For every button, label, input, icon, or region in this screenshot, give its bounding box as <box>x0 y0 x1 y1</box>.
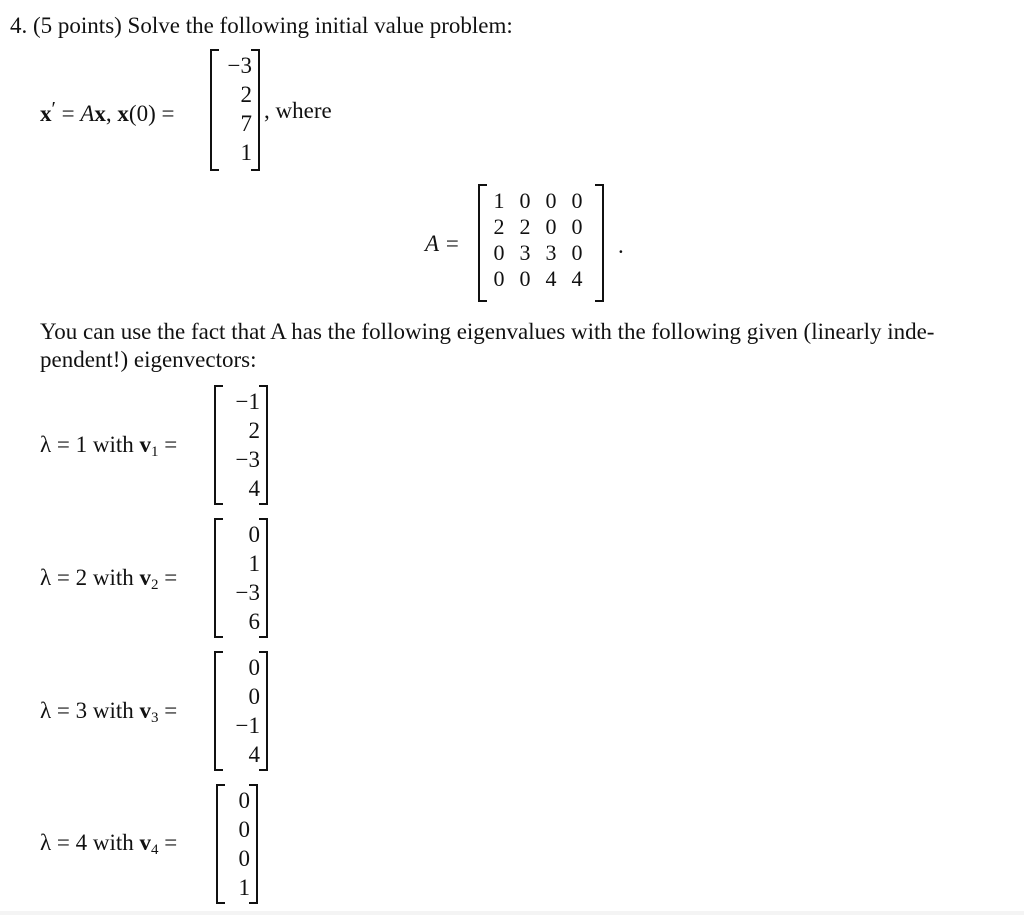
vector-entry: 1 <box>240 140 252 165</box>
ode-x-rhs: x <box>94 101 106 126</box>
eigenvector-symbol: v <box>139 432 152 457</box>
matrix-entry: 0 <box>493 266 505 291</box>
eigenpair-3-label <box>40 697 177 725</box>
vector-entry: −1 <box>235 713 260 738</box>
vector-entry: 0 <box>238 817 250 842</box>
ic-argument: (0) = <box>128 101 175 126</box>
ode-prime: ′ <box>51 98 56 120</box>
eigenvalue-text: λ = 3 with <box>40 698 140 723</box>
matrix-entry: 0 <box>493 240 505 265</box>
equals-sign: = <box>158 432 178 457</box>
matrix-a-label-text: A = <box>425 231 460 256</box>
matrix-entry: 4 <box>571 266 583 291</box>
equals-sign: = <box>158 698 178 723</box>
matrix-entry: 0 <box>519 266 531 291</box>
vector-entry: −3 <box>227 53 252 78</box>
vector-entry: 0 <box>248 655 260 680</box>
eigenvector-subscript: 1 <box>151 444 159 460</box>
where-text: , where <box>264 98 332 123</box>
equals-sign: = <box>158 565 178 590</box>
eigen-intro-line-2: pendent!) eigenvectors: <box>40 347 257 372</box>
matrix-entry: 3 <box>545 240 557 265</box>
vector-entry: 1 <box>248 551 260 576</box>
matrix-row <box>486 266 598 292</box>
eigenvector-symbol: v <box>139 565 152 590</box>
eigenvalue-text: λ = 2 with <box>40 565 140 590</box>
eigen-intro-line-1: You can use the fact that A has the following eigenvalues with the following given (linearly inde- <box>40 319 935 344</box>
matrix-entry: 0 <box>571 214 583 239</box>
vector-entry: −1 <box>235 389 260 414</box>
eigenvector-subscript: 3 <box>151 710 159 726</box>
eigenvector-2 <box>214 518 268 638</box>
vector-entry: −3 <box>235 447 260 472</box>
eigenvector-1 <box>214 385 268 505</box>
ode-equals: = <box>55 101 81 126</box>
eigenvector-symbol: v <box>139 698 152 723</box>
eigenvector-subscript: 2 <box>151 577 159 593</box>
ode-x-symbol: x <box>40 101 52 126</box>
matrix-entry: 0 <box>571 188 583 213</box>
eigenvector-symbol: v <box>139 830 152 855</box>
vector-entry: 4 <box>248 742 260 767</box>
matrix-row <box>486 188 598 214</box>
eigenpair-1-label <box>40 431 177 459</box>
vector-entry: 1 <box>238 875 250 900</box>
matrix-entry: 0 <box>545 214 557 239</box>
matrix-row <box>486 214 598 240</box>
eigenpair-2-label <box>40 564 177 592</box>
vector-entry: 0 <box>248 684 260 709</box>
matrix-entry: 3 <box>519 240 531 265</box>
eigenvector-3 <box>214 651 268 771</box>
vector-entry: 7 <box>240 111 252 136</box>
matrix-a <box>478 184 604 302</box>
eigenvector-subscript: 4 <box>151 842 159 858</box>
matrix-period: . <box>618 233 624 258</box>
ode-matrix-symbol: A <box>80 101 95 126</box>
matrix-entry: 2 <box>519 214 531 239</box>
page-bottom-edge <box>0 911 1024 915</box>
vector-entry: 6 <box>248 609 260 634</box>
eigenvector-4 <box>216 784 258 904</box>
matrix-entry: 0 <box>519 188 531 213</box>
vector-entry: 0 <box>238 788 250 813</box>
vector-entry: 0 <box>238 846 250 871</box>
vector-entry: 2 <box>248 418 260 443</box>
matrix-entry: 2 <box>493 214 505 239</box>
matrix-entry: 1 <box>493 188 505 213</box>
ode-equation <box>40 95 174 128</box>
eigenvalue-text: λ = 1 with <box>40 432 140 457</box>
ode-comma: , <box>105 101 118 126</box>
vector-entry: 4 <box>248 476 260 501</box>
vector-entry: −3 <box>235 580 260 605</box>
problem-heading: 4. (5 points) Solve the following initial value problem: <box>10 13 513 38</box>
matrix-entry: 0 <box>571 240 583 265</box>
eigenvalue-text: λ = 4 with <box>40 830 140 855</box>
matrix-row <box>486 240 598 266</box>
vector-entry: 2 <box>240 82 252 107</box>
matrix-entry: 4 <box>545 266 557 291</box>
initial-condition-vector <box>210 49 260 171</box>
equals-sign: = <box>158 830 178 855</box>
eigenpair-4-label <box>40 829 177 857</box>
matrix-a-label <box>425 230 460 258</box>
vector-entry: 0 <box>248 522 260 547</box>
ic-x-symbol: x <box>117 101 129 126</box>
matrix-entry: 0 <box>545 188 557 213</box>
